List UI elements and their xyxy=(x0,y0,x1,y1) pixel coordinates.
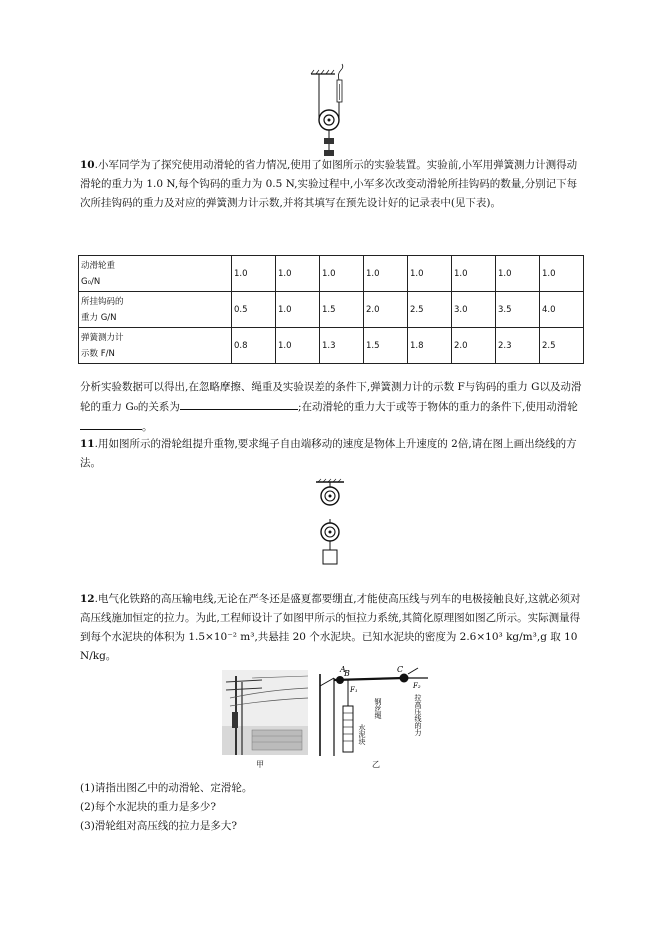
table-cell: 1.0 xyxy=(320,256,364,292)
label-b: B xyxy=(344,669,350,678)
table-cell: 1.8 xyxy=(408,328,452,364)
table-cell: 1.0 xyxy=(276,328,320,364)
label-f2: F₂ xyxy=(413,682,421,690)
question-10-analysis: 分析实验数据可以得出,在忽略摩擦、绳重及实验误差的条件下,弹簧测力计的示数 F与钩码的重力 G以及动滑轮的重力 G₀的关系为 ;在动滑轮的重力大于或等于物体的重力的条件下,使用动滑轮。 xyxy=(80,381,582,433)
table-cell: 1.0 xyxy=(496,256,540,292)
table-row xyxy=(79,292,584,328)
question-11 xyxy=(80,435,585,473)
table-cell: 2.0 xyxy=(452,328,496,364)
label-f1: F₁ xyxy=(350,686,358,694)
label-c: C xyxy=(397,665,404,674)
row-label-g: 所挂钩码的 重力 G/N xyxy=(79,292,232,328)
table-cell: 3.5 xyxy=(496,292,540,328)
sub-question-1: (1)请指出图乙中的动滑轮、定滑轮。 xyxy=(80,782,253,794)
answer-blank-2[interactable] xyxy=(80,417,142,430)
table-cell: 1.0 xyxy=(276,292,320,328)
data-table-q10 xyxy=(78,255,584,364)
figure-caption-yi: 乙 xyxy=(372,760,380,769)
table-cell: 1.0 xyxy=(540,256,584,292)
sub-question-2: (2)每个水泥块的重力是多少? xyxy=(80,801,217,813)
table-cell: 1.0 xyxy=(276,256,320,292)
table-cell: 3.0 xyxy=(452,292,496,328)
photo-figure-jia xyxy=(222,670,308,755)
answer-blank-1[interactable] xyxy=(180,397,298,410)
question-12 xyxy=(80,590,585,666)
table-cell: 1.0 xyxy=(452,256,496,292)
table-row xyxy=(79,256,584,292)
label-force: 拉高压线的力 xyxy=(414,694,422,736)
pulley-figure-q10 xyxy=(305,62,365,167)
table-cell: 2.5 xyxy=(540,328,584,364)
table-cell: 1.5 xyxy=(364,328,408,364)
label-block: 水泥块 xyxy=(358,724,366,745)
table-cell: 2.0 xyxy=(364,292,408,328)
label-a: A xyxy=(340,665,346,674)
question-12-number: 12 xyxy=(80,593,95,605)
pulley-figure-q11 xyxy=(310,478,350,568)
row-label-g0: 动滑轮重 G₀/N xyxy=(79,256,232,292)
table-cell: 1.0 xyxy=(408,256,452,292)
table-row xyxy=(79,328,584,364)
table-cell: 1.3 xyxy=(320,328,364,364)
schematic-figure-yi xyxy=(318,664,438,756)
figure-caption-jia: 甲 xyxy=(256,760,264,769)
label-rope: 钢丝绳 xyxy=(374,698,382,719)
table-cell: 2.3 xyxy=(496,328,540,364)
analysis-text-2: ;在动滑轮的重力大于或等于物体的重力的条件下,使用动滑轮 xyxy=(297,401,578,413)
table-cell: 0.5 xyxy=(232,292,276,328)
table-cell: 0.8 xyxy=(232,328,276,364)
table-cell: 4.0 xyxy=(540,292,584,328)
table-cell: 2.5 xyxy=(408,292,452,328)
question-11-text: .用如图所示的滑轮组提升重物,要求绳子自由端移动的速度是物体上升速度的 2倍,请在图上画出绕线的方法。 xyxy=(80,438,577,469)
question-10-number: 10 xyxy=(80,159,95,171)
analysis-text-1: 分析实验数据可以得出,在忽略摩擦、绳重及实验误差的条件下,弹簧测力计的示数 F与钩码的重力 G以及动滑轮的重力 G₀的关系为 xyxy=(80,381,582,413)
question-10-text: .小军同学为了探究使用动滑轮的省力情况,使用了如图所示的实验装置。实验前,小军用弹簧测力计测得动滑轮的重力为 1.0 N,每个钩码的重力为 0.5 N,实验过程中,小军多次改变动滑轮所挂钩码的数量,分别记下每次所挂钩码的重力及对应的弹簧测力计示数,并将其填写在预先设计好的记录表中(见下表)。 xyxy=(80,159,578,209)
question-12-text: .电气化铁路的高压输电线,无论在严冬还是盛夏都要绷直,才能使高压线与列车的电极接触良好,这就必须对高压线施加恒定的拉力。为此,工程师设计了如图甲所示的恒拉力系统,其简化原理图如图乙所示。实际测量得到每个水泥块的体积为 1.5×10⁻² m³,共悬挂 20 个水泥块。已知水泥块的密度为 2.6×10³ kg/m³,g 取 10 N/kg。 xyxy=(80,593,581,662)
row-label-f: 弹簧测力计 示数 F/N xyxy=(79,328,232,364)
question-10 xyxy=(80,156,585,213)
table-cell: 1.5 xyxy=(320,292,364,328)
sub-question-3: (3)滑轮组对高压线的拉力是多大? xyxy=(80,820,238,832)
question-11-number: 11 xyxy=(80,438,95,450)
table-cell: 1.0 xyxy=(232,256,276,292)
table-cell: 1.0 xyxy=(364,256,408,292)
